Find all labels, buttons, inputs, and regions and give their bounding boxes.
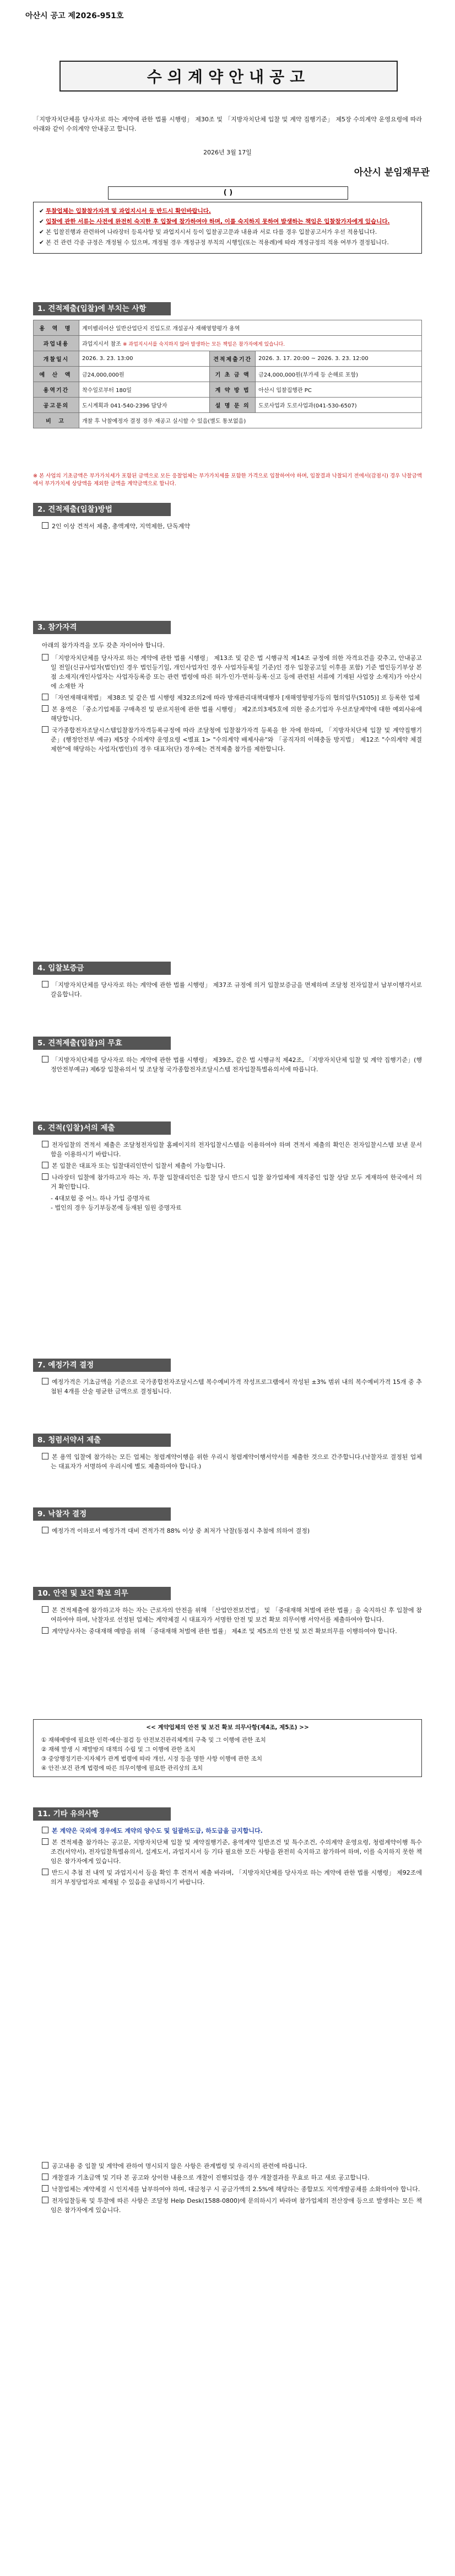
table-cell: 2026. 3. 17. 20:00 ~ 2026. 3. 23. 12:00 xyxy=(256,351,422,367)
safety-duty-line: ② 재해 발생 시 재발방지 대책의 수립 및 그 이행에 관한 조치 xyxy=(41,1746,196,1753)
table-cell: 도로사업과 도로사업과(041-530-6507) xyxy=(256,398,422,413)
list-item xyxy=(42,980,422,999)
checkbox-icon xyxy=(42,522,48,529)
section-11-body xyxy=(42,1826,422,1889)
section-6-body xyxy=(42,1140,422,1212)
list-item xyxy=(42,1868,422,1887)
table-row xyxy=(34,351,422,367)
checkbox-icon xyxy=(42,1627,48,1634)
list-item-text: 「지방자치단체를 당사자로 하는 계약에 관한 법률 시행령」 제37조 규정에 의거 입찰보증금을 면제하며 조달청 전자입찰서 납부이행각서로 갈음합니다. xyxy=(51,981,422,998)
checkbox-icon xyxy=(42,1869,48,1875)
checkbox-icon xyxy=(42,1173,48,1180)
table-header-cell: 계 약 방 법 xyxy=(210,382,256,398)
table-cell: 금24,000,000원 xyxy=(79,367,210,382)
section-title: 11. 기타 유의사항 xyxy=(37,1810,99,1818)
warning-box xyxy=(33,202,422,254)
checkbox-icon xyxy=(42,1606,48,1613)
table-row xyxy=(34,398,422,413)
warning-item: ✔ 본 입찰진행과 관련하여 나라장터 등록사항 및 과업지시서 등이 입찰공고문과 내용과 서로 다를 경우 입찰공고서가 우선 적용됩니다. xyxy=(39,229,377,235)
closing-notes xyxy=(42,2161,422,2217)
list-item-text: 예정가격은 기초금액을 기준으로 국가종합전자조달시스템 복수예비가격 작성프로그램에서 작성된 ±3% 범위 내의 복수예비가격 15개 중 추첨된 4개를 산술 평균한 금액으로 결정됩니다. xyxy=(51,1378,422,1395)
table-header-cell: 예 산 액 xyxy=(34,367,79,382)
section-title: 3. 참가자격 xyxy=(37,623,77,632)
warning-text: 본 건 관련 각종 규정은 개정될 수 있으며, 개정될 경우 개정규정 부칙의 시행일(또는 적용례)에 따라 개정규정의 적용 여부가 결정됩니다. xyxy=(46,239,389,246)
table-header-cell: 비 고 xyxy=(34,413,79,428)
list-item-text: 본 견적제출 참가하는 공고문, 지방자치단체 입찰 및 계약집행기준, 용역계약 일반조건 및 특수조건, 수의계약 운영요령, 청렴계약이행 특수조건(서약서), 전자입찰특별유의서, 설계도서, 과업지시서 등 기타 필요한 모든 사항을 완전히 숙지하고 참가하여 하며, 이를 숙지하지 못한 책임은 참가자에게 있습니다. xyxy=(51,1839,422,1865)
section-7-header xyxy=(33,1359,171,1372)
list-item xyxy=(42,1526,422,1536)
checkbox-icon xyxy=(42,2174,48,2180)
table-row xyxy=(34,320,422,336)
checkbox-icon xyxy=(42,1378,48,1384)
table-row xyxy=(34,336,422,351)
table-cell: 금24,000,000원(부가세 등 손해료 포함) xyxy=(256,367,422,382)
list-item xyxy=(42,1627,422,1636)
section-title: 9. 낙찰자 결정 xyxy=(37,1510,87,1518)
list-item xyxy=(42,705,422,723)
section-9-header xyxy=(33,1507,171,1521)
table-cell: 2026. 3. 23. 13:00 xyxy=(79,351,210,367)
list-item-text: 국가종합전자조달시스템입찰참가자격등록규정에 따라 조달청에 입찰참가자격 등록을 한 자에 한하며, 「지방자치단체 입찰 및 계약집행기준」(행정안전부 예규) 제5장 수의계약 운영요령 <별표 1> "수의계약 배제사유"와 「공직자의 이해충돌 방지법」 제12조 "수의계약 체결 제한"에 해당하는 사업자(법인)의 경우 대표자(단) 경우에는 견적제출 참가를 제한합니다. xyxy=(51,727,422,753)
notice-date: 2026년 3월 17일 xyxy=(203,149,252,156)
section-title: 2. 견적제출(입찰)방법 xyxy=(37,505,112,514)
section-title: 1. 견적제출(입찰)에 부치는 사항 xyxy=(37,304,147,313)
checkbox-icon xyxy=(42,1141,48,1147)
category-paren-box: ( ) xyxy=(108,186,348,200)
checkbox-icon xyxy=(42,1527,48,1533)
checkbox-icon xyxy=(42,1838,48,1845)
checkbox-icon xyxy=(42,694,48,700)
safety-duty-line: ④ 안전·보건 관계 법령에 따른 의무이행에 필요한 관리상의 조치 xyxy=(41,1765,203,1772)
table-header-cell: 설 명 문 의 xyxy=(210,398,256,413)
list-item-text: 개찰결과 기초금액 및 기타 본 공고와 상이한 내용으로 개찰이 진행되었을 경우 개찰결과를 무효로 하고 새로 공고합니다. xyxy=(52,2174,370,2181)
section-3-intro: 아래의 참가자격을 모두 갖춘 자이어야 합니다. xyxy=(42,642,165,649)
list-item xyxy=(42,1452,422,1471)
section-10-header xyxy=(33,1587,171,1600)
list-item xyxy=(42,2185,422,2194)
list-subitem-text: 4대보험 중 어느 하나 가입 증명자료 xyxy=(55,1195,150,1202)
list-item xyxy=(42,1161,422,1171)
warning-item: ✔ 입찰에 관한 서류는 사전에 완전히 숙지한 후 입찰에 참가하여야 하며, 이를 숙지하지 못하여 발생하는 책임은 입찰참가자에게 있습니다. xyxy=(39,218,390,225)
section-3-header xyxy=(33,621,171,634)
list-item xyxy=(42,1055,422,1074)
checkbox-icon xyxy=(42,2197,48,2203)
table-header-cell: 견적제출기간 xyxy=(210,351,256,367)
list-item xyxy=(42,693,422,702)
section-3-body xyxy=(42,641,422,756)
list-subitem: - 법인의 경우 등기부등본에 등재된 임원 증명자료 xyxy=(51,1204,182,1211)
section-title: 7. 예정가격 결정 xyxy=(37,1361,94,1370)
checkbox-icon xyxy=(42,1056,48,1062)
section-5-header xyxy=(33,1037,171,1050)
table-header-cell: 용 역 명 xyxy=(34,320,79,336)
section-10-body xyxy=(42,1606,422,1638)
list-item-text: 본 견적제출에 참가하고자 하는 자는 근로자의 안전을 위해 「산업안전보건법」 및 「중대재해 처벌에 관한 법률」을 숙지하신 후 입찰에 참여하여야 하며, 낙찰자로 선정된 업체는 계약체결 시 대표자가 서명한 안전 및 보건 확보 의무이행 서약서를 제출하여야 합니다. xyxy=(51,1607,422,1623)
table-cell: 착수일로부터 180일 xyxy=(79,382,210,398)
list-item-text: 본 입찰은 대표자 또는 입찰대리인만이 입찰서 제출이 가능합니다. xyxy=(52,1162,225,1169)
notice-number: 아산시 공고 제2026-951호 xyxy=(25,12,124,20)
table-cell: 도시계획과 041-540-2396 담당자 xyxy=(79,398,210,413)
table-row xyxy=(34,413,422,428)
table-row xyxy=(34,382,422,398)
section-2-text: 2인 이상 견적서 제출, 총액계약, 지역제한, 단독계약 xyxy=(52,523,190,530)
list-item-text: 나라장터 입찰에 참가하고자 하는 자, 투찰 입찰대리인은 입찰 당시 반드시 입찰 참가업체에 재직중인 입찰 상담 모두 게재하여 한국에서 의거 확인합니다. xyxy=(51,1174,422,1190)
section-7-body xyxy=(42,1377,422,1398)
list-item xyxy=(42,2161,422,2171)
checkbox-icon xyxy=(42,2185,48,2192)
section-title: 4. 입찰보증금 xyxy=(37,964,84,973)
checkbox-icon xyxy=(42,2162,48,2169)
warning-text: 본 입찰진행과 관련하여 나라장터 등록사항 및 과업지시서 등이 입찰공고문과 내용과 서로 다를 경우 입찰공고서가 우선 적용됩니다. xyxy=(46,229,377,235)
task-note: ※ 과업지시서를 숙지하지 않아 발생하는 모든 책임은 참가자에게 있습니다. xyxy=(123,342,285,347)
vat-note xyxy=(33,473,422,488)
list-item xyxy=(42,2173,422,2182)
section-8-body xyxy=(42,1452,422,1473)
warning-item: ✔ 투찰업체는 입찰참가자격 및 과업지시서 등 반드시 확인바랍니다. xyxy=(39,208,211,214)
task-content: 과업지시서 참조 xyxy=(82,341,121,347)
list-item xyxy=(42,1173,422,1192)
warning-text: 입찰에 관한 서류는 사전에 완전히 숙지한 후 입찰에 참가하여야 하며, 이를 숙지하지 못하여 발생하는 책임은 입찰참가자에게 있습니다. xyxy=(46,218,390,225)
list-subitem-text: 법인의 경우 등기부등본에 등재된 임원 증명자료 xyxy=(55,1204,182,1211)
list-item-text: 예정가격 이하로서 예정가격 대비 견적가격 88% 이상 중 최저가 낙찰(동점시 추첨에 의하여 결정) xyxy=(52,1527,310,1534)
section-11-header xyxy=(33,1807,171,1821)
bid-info-table xyxy=(33,320,422,428)
table-header-cell: 용역기간 xyxy=(34,382,79,398)
table-cell xyxy=(79,336,422,351)
safety-duty-line: ① 재해예방에 필요한 인력·예산·점검 등 안전보건관리체계의 구축 및 그 이행에 관한 조치 xyxy=(41,1737,266,1743)
table-header-cell: 개찰일시 xyxy=(34,351,79,367)
list-item xyxy=(42,1140,422,1159)
warning-text: 투찰업체는 입찰참가자격 및 과업지시서 등 반드시 확인바랍니다. xyxy=(46,208,211,214)
table-cell: 계미벨리어산 일반산업단지 진입도로 개설공사 재해영향평가 용역 xyxy=(79,320,422,336)
section-2-header xyxy=(33,503,171,516)
list-item-text: 본 용역 입찰에 참가하는 모든 업체는 청렴계약이행을 위한 우리시 청렴계약이행서약서를 제출한 것으로 간주합니다.(낙찰자로 결정된 업체는 대표자가 서명하여 우리시에 별도 제출하여야 합니다.) xyxy=(51,1453,422,1470)
checkbox-icon xyxy=(42,1827,48,1833)
section-2-body xyxy=(42,522,422,531)
list-item xyxy=(42,1377,422,1396)
page-title-box xyxy=(59,61,398,92)
section-4-header xyxy=(33,962,171,975)
list-item-text: 공고내용 중 입찰 및 계약에 관하여 명시되지 않은 사항은 관계법령 및 우리시의 관련에 따릅니다. xyxy=(52,2162,307,2170)
list-item-text: 전자입찰의 견적서 제출은 조달청전자입찰 홈페이지의 전자입찰시스템을 이용하여야 하며 견적서 제출의 확인은 전자입찰시스템 보낸 문서함을 이용하시기 바랍니다. xyxy=(51,1141,422,1158)
checkbox-icon xyxy=(42,981,48,988)
section-title: 5. 견적제출(입찰)의 무효 xyxy=(37,1039,122,1048)
section-title: 6. 견적(입찰)서의 제출 xyxy=(37,1124,115,1133)
checkbox-icon xyxy=(42,1162,48,1168)
list-item-text: 계약당사자는 중대재해 예방을 위해 「중대재해 처벌에 관한 법률」 제4조 및 제5조의 안전 및 보건 확보의무를 이행하여야 합니다. xyxy=(52,1628,397,1635)
checkbox-icon xyxy=(42,1453,48,1459)
table-cell: 아산시 입찰집행관 PC xyxy=(256,382,422,398)
section-1-header xyxy=(33,302,171,315)
section-title: 8. 청렴서약서 제출 xyxy=(37,1436,101,1445)
list-item-text: 「자연재해대책법」 제38조 및 같은 법 시행령 제32조의2에 따라 방재관리대책대행자 [재해영향평가등의 협의업무(5105)] 로 등록한 업체 xyxy=(52,694,420,701)
checkbox-icon xyxy=(42,726,48,733)
table-header-cell: 기 초 금 액 xyxy=(210,367,256,382)
table-header-cell: 과업내용 xyxy=(34,336,79,351)
issuing-org: 아산시 분임재무관 xyxy=(354,167,430,178)
section-title: 10. 안전 및 보건 확보 의무 xyxy=(37,1589,128,1598)
table-cell: 개찰 후 낙찰예정자 결정 경우 재공고 실시할 수 있음(별도 통보없음) xyxy=(79,413,422,428)
list-item-text: 「지방자치단체를 당사자로 하는 계약에 관한 법률 시행령」 제13조 및 같은 법 시행규칙 제14조 규정에 의한 자격요건을 갖추고, 안내공고일 전일(신규사업자(법인)인 경우 법인등기일, 개인사업자인 경우 사업자등록일 기준)인 경우 입찰공고일 이후를 포함) 기준 법인등기부상 본점 소재지(개인사업자는 사업자등록증 또는 관련 법령에 따른 허가·인가·면허·등록·신고 등에 관련된 서류에 기재된 사업장 소재지)가 아산시에 소재한 자 xyxy=(51,654,422,690)
safety-duty-box xyxy=(33,1719,422,1777)
list-item-text: 본 계약은 국외에 경우에도 계약의 양수도 및 일괄하도급, 하도급을 금지합니다. xyxy=(52,1827,263,1834)
list-item xyxy=(42,2196,422,2215)
list-item-text: 「지방자치단체를 당사자로 하는 계약에 관한 법률 시행령」 제39조, 같은 법 시행규칙 제42조, 「지방자치단체 입찰 및 계약 집행기준」(행정안전부예규) 제6장 입찰유의서 및 조달청 국가종합전자조달시스템 전자입찰특별유의서에 따릅니다. xyxy=(51,1056,422,1073)
safety-duty-line: ③ 중앙행정기관·지자체가 관계 법령에 따라 개선, 시정 등을 명한 사항 이행에 관한 조치 xyxy=(41,1756,263,1762)
table-header-cell: 공고문의 xyxy=(34,398,79,413)
intro-text: 「지방자치단체를 당사자로 하는 계약에 관한 법률 시행령」 제30조 및 「지방자치단체 입찰 및 계약 집행기준」 제5장 수의계약 운영요령에 따라 아래와 같이 수의계약 안내공고 합니다. xyxy=(33,116,422,132)
list-item-text: 본 용역은 「중소기업제품 구매촉진 및 판로지원에 관한 법률 시행령」 제2조의3제5호에 의한 중소기업자 우선조달계약에 대한 예외사유에 해당합니다. xyxy=(51,706,422,722)
section-5-body xyxy=(42,1055,422,1076)
section-9-body xyxy=(42,1526,422,1538)
warning-item: ✔ 본 건 관련 각종 규정은 개정될 수 있으며, 개정될 경우 개정규정 부칙의 시행일(또는 적용례)에 따라 개정규정의 적용 여부가 결정됩니다. xyxy=(39,239,389,246)
section-6-header xyxy=(33,1121,171,1135)
table-row xyxy=(34,367,422,382)
safety-duty-title: << 계약업체의 안전 및 보건 확보 의무사항(제4조, 제5조) >> xyxy=(146,1724,309,1731)
vat-note-text: ※ 본 사업의 기초금액은 부가가치세가 포함된 금액으로 모든 응찰업체는 부가가치세를 포함한 가격으로 입찰하여야 하며, 입찰결과 낙찰되기 전에서(감점시) 경우 낙찰금액에서 부가가치세 상당액을 제외한 금액을 계약금액으로 합니다. xyxy=(33,473,422,487)
list-subitem: - 4대보험 중 어느 하나 가입 증명자료 xyxy=(51,1195,150,1202)
list-item-text: 전자입찰등록 및 투찰에 따른 사항은 조달청 Help Desk(1588-0800)에 문의하시기 바라며 참가업체의 전산장애 등으로 발생하는 모든 책임은 참가자에게 있습니다. xyxy=(51,2197,422,2214)
checkbox-icon xyxy=(42,654,48,661)
list-item xyxy=(42,1826,422,1836)
list-item xyxy=(42,1606,422,1624)
checkbox-icon xyxy=(42,705,48,712)
page-title: 수의계약안내공고 xyxy=(147,68,311,86)
list-item-text: 반드시 추첨 전 내역 및 과업지시서 등을 확인 후 견적서 제출 바라며, 「지방자치단체를 당사자로 하는 계약에 관한 법률 시행령」 제92조에 의거 부정당업자로 제재될 수 있음을 유념하시기 바랍니다. xyxy=(51,1869,422,1886)
list-item-text: 낙찰업체는 계약체결 시 인지세를 납부하여야 하며, 대금청구 시 공금가액의 2.5%에 해당하는 종합보도 지역개발공채를 소화하여야 합니다. xyxy=(52,2186,420,2193)
list-item xyxy=(42,653,422,691)
section-8-header xyxy=(33,1434,171,1447)
list-item xyxy=(42,726,422,754)
list-item xyxy=(42,1838,422,1866)
section-4-body xyxy=(42,980,422,1001)
